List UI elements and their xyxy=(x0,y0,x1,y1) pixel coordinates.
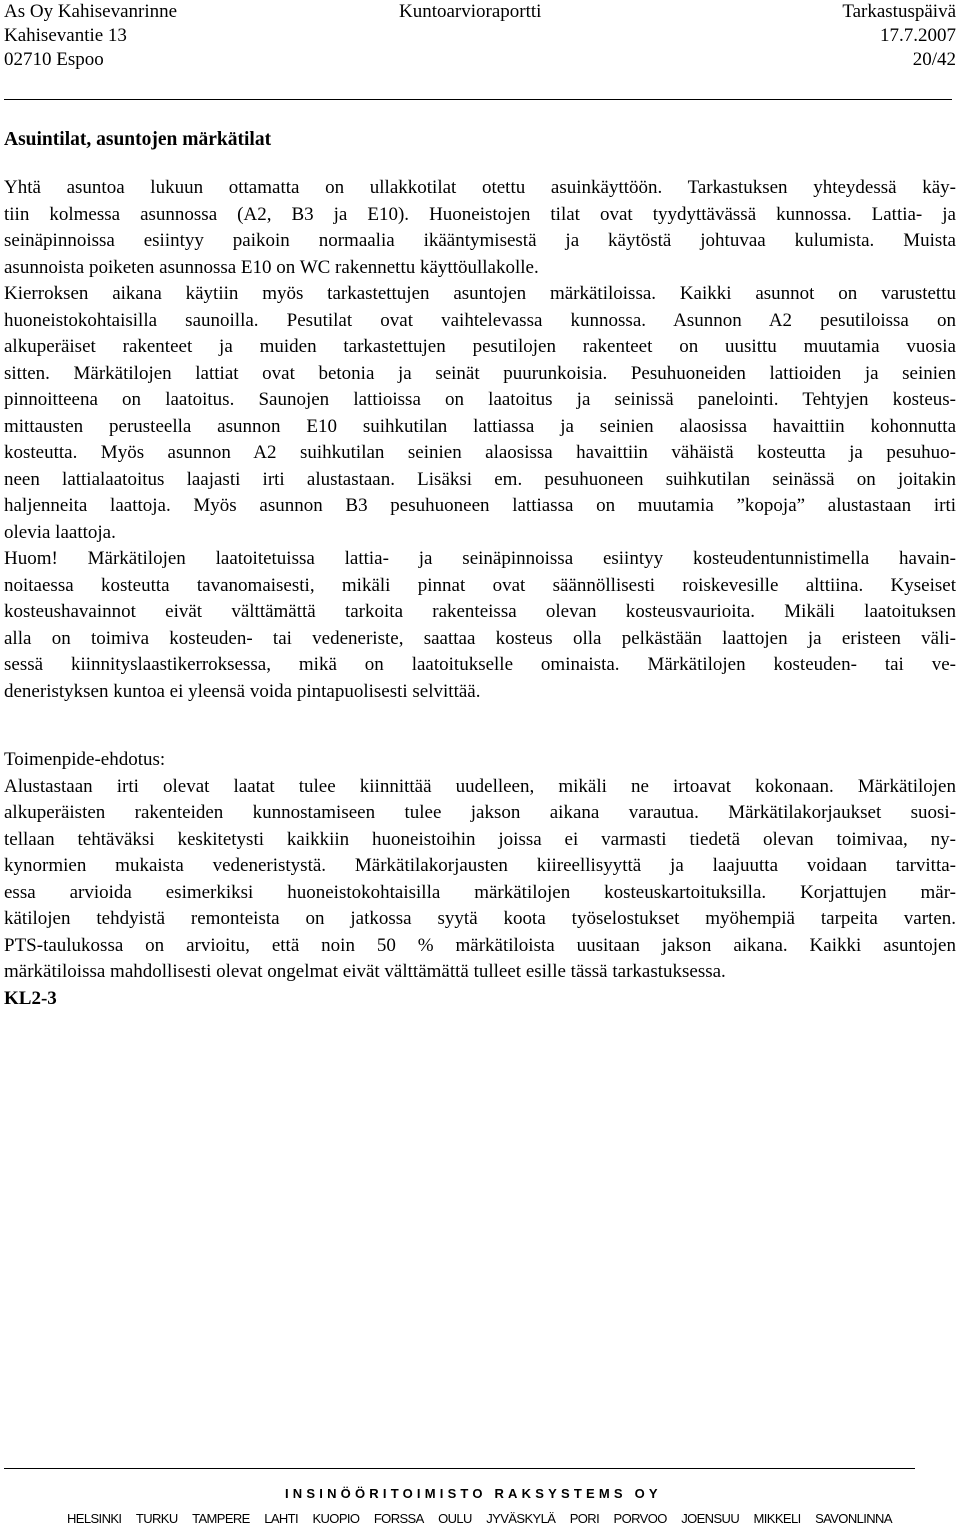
paragraph-wet-rooms xyxy=(4,281,956,546)
footer-city: PORVOO xyxy=(613,1511,667,1526)
text-line: märkätiloissa mahdollisesti olevat ongelmat eivät välttämättä tulleet esille tässä tarkastuksessa. xyxy=(4,961,726,982)
footer-city: PORI xyxy=(569,1511,600,1526)
footer-company-name: INSINÖÖRITOIMISTO RAKSYSTEMS OY xyxy=(285,1486,662,1501)
text-line: seinäpinnoissa esiintyy paikoin normaalia ikääntymisestä ja käytöstä johtuvaa kulumista. Muista xyxy=(4,230,956,251)
text-line: PTS-taulukossa on arvioitu, että noin 50 % märkätiloista uusitaan jakson aikana. Kaikki asuntojen xyxy=(4,934,956,956)
text-line: alla on toimiva kosteuden- tai vedeneriste, saattaa kosteus olla pelkästään laattojen ja eristeen väli- xyxy=(4,627,956,649)
footer-city: JYVÄSKYLÄ xyxy=(486,1511,556,1526)
text-line: noitaessa kosteutta tavanomaisesti, mikäli pinnat ovat säännöllisesti roiskevesille alttiina. Kyseiset xyxy=(4,574,956,596)
footer-city: MIKKELI xyxy=(753,1511,801,1526)
footer-city: FORSSA xyxy=(373,1511,424,1526)
action-heading-text: Toimenpide-ehdotus: xyxy=(4,749,166,770)
text-line: deneristyksen kuntoa ei yleensä voida pintapuolisesti selvittää. xyxy=(4,680,481,702)
footer-city: TURKU xyxy=(135,1511,178,1526)
footer-city: KUOPIO xyxy=(312,1511,360,1526)
footer-city: OULU xyxy=(438,1511,472,1526)
classification-code: KL2-3 xyxy=(4,987,57,1009)
inspection-date-label: Tarkastuspäivä xyxy=(842,1,956,22)
text-line: tiin kolmessa asunnossa (A2, B3 ja E10). Huoneistojen tilat ovat tyydyttävässä kunnossa. Lattia- ja xyxy=(4,203,956,225)
footer-city: TAMPERE xyxy=(192,1511,250,1526)
page-number: 20/42 xyxy=(912,49,956,70)
text-line: Alustastaan irti olevat laatat tulee kiinnittää uudelleen, mikäli ne irtoavat kokonaan. Märkätilojen xyxy=(4,775,956,797)
text-line: kätilojen tehdyistä remonteista on jatkossa syytä koota työselostukset myöhempiä tarpeita varten. xyxy=(4,908,956,929)
footer-city: HELSINKI xyxy=(67,1511,122,1526)
paragraph-action xyxy=(4,774,956,986)
footer-city: LAHTI xyxy=(264,1511,299,1526)
footer-divider xyxy=(4,1468,915,1469)
text-line: huoneistokohtaisilla saunoilla. Pesutilat ovat vaihtelevassa kunnossa. Asunnon A2 pesutiloissa on xyxy=(4,309,956,331)
footer-city: JOENSUU xyxy=(681,1511,740,1526)
text-line: sitten. Märkätilojen lattiat ovat betonia ja seinät puurunkoisia. Pesuhuoneiden lattioiden ja seinien xyxy=(4,362,956,384)
text-line: asunnoista poiketen asunnossa E10 on WC rakennettu käyttöullakolle. xyxy=(4,256,539,278)
section-title: Asuintilat, asuntojen märkätilat xyxy=(4,129,272,150)
company-name: As Oy Kahisevanrinne xyxy=(4,1,178,22)
body-text-top xyxy=(4,175,956,705)
footer-city: SAVONLINNA xyxy=(815,1511,892,1526)
body-text-action xyxy=(4,747,956,1012)
text-line: essa arvioida esimerkiksi huoneistokohtaisilla märkätilojen kosteuskartoituksilla. Korjattujen mär- xyxy=(4,881,956,903)
footer-city-list xyxy=(67,1511,892,1526)
text-line: kosteushavainnot eivät välttämättä tarkoita rakenteissa olevan kosteusvaurioita. Mikäli laatoituksen xyxy=(4,601,956,622)
header-divider xyxy=(4,99,952,100)
inspection-date: 17.7.2007 xyxy=(880,25,956,46)
text-line: Huom! Märkätilojen laatoitetuissa lattia- ja seinäpinnoissa esiintyy kosteudentunnistimella havain- xyxy=(4,548,956,569)
text-line: kosteutta. Myös asunnon A2 suihkutilan seinien alaosissa havaittiin vähäistä kosteutta ja pesuhuo- xyxy=(4,442,956,463)
text-line: alkuperäiset rakenteet ja muiden tarkastettujen pesutilojen rakenteet on uusittu muutamia vuosia xyxy=(4,336,956,357)
document-title: Kuntoarvioraportti xyxy=(399,1,542,22)
text-line: Yhtä asuntoa lukuun ottamatta on ullakkotilat otettu asuinkäyttöön. Tarkastuksen yhteydessä käy- xyxy=(4,177,956,198)
company-city: 02710 Espoo xyxy=(4,49,104,70)
text-line: tellaan tehtäväksi keskitetysti kaikkiin huoneistoihin joissa ei varmasti tiedetä olevan toimivaa, ny- xyxy=(4,828,956,850)
paragraph-intro xyxy=(4,175,956,281)
text-line: neen lattialaatoitus laajasti irti alustastaan. Lisäksi em. pesuhuoneen suihkutilan seinässä on joitakin xyxy=(4,468,956,490)
header-row-3 xyxy=(4,48,956,72)
paragraph-note xyxy=(4,546,956,705)
text-line: kynormien mukaista vedeneristystä. Märkätilakorjausten kiireellisyyttä ja laajuutta voidaan tarvitta- xyxy=(4,855,956,876)
text-line: mittausten perusteella asunnon E10 suihkutilan lattiassa ja seinien alaosissa havaittiin kohonnutta xyxy=(4,415,956,437)
text-line: olevia laattoja. xyxy=(4,521,116,543)
header-row-2 xyxy=(4,24,956,48)
text-line: Kierroksen aikana käytiin myös tarkastettujen asuntojen märkätiloissa. Kaikki asunnot on varustettu xyxy=(4,283,956,304)
text-line: sessä kiinnityslaastikerroksessa, mikä on laatoitukselle ominaista. Märkätilojen kosteuden- tai ve- xyxy=(4,654,956,675)
action-heading xyxy=(4,747,956,774)
text-line: alkuperäisten rakenteiden kunnostamiseen tulee jakson aikana varautua. Märkätilakorjaukset suosi- xyxy=(4,802,956,823)
text-line: haljenneita laattoja. Myös asunnon B3 pesuhuoneen lattiassa on muutamia ”kopoja” alustastaan irti xyxy=(4,495,956,516)
header-row-1 xyxy=(4,0,956,24)
company-address: Kahisevantie 13 xyxy=(4,25,127,46)
text-line: pinnoitteena on laatoitus. Saunojen lattioissa on laatoitus ja seinissä panelointi. Tehtyjen kosteus- xyxy=(4,389,956,410)
